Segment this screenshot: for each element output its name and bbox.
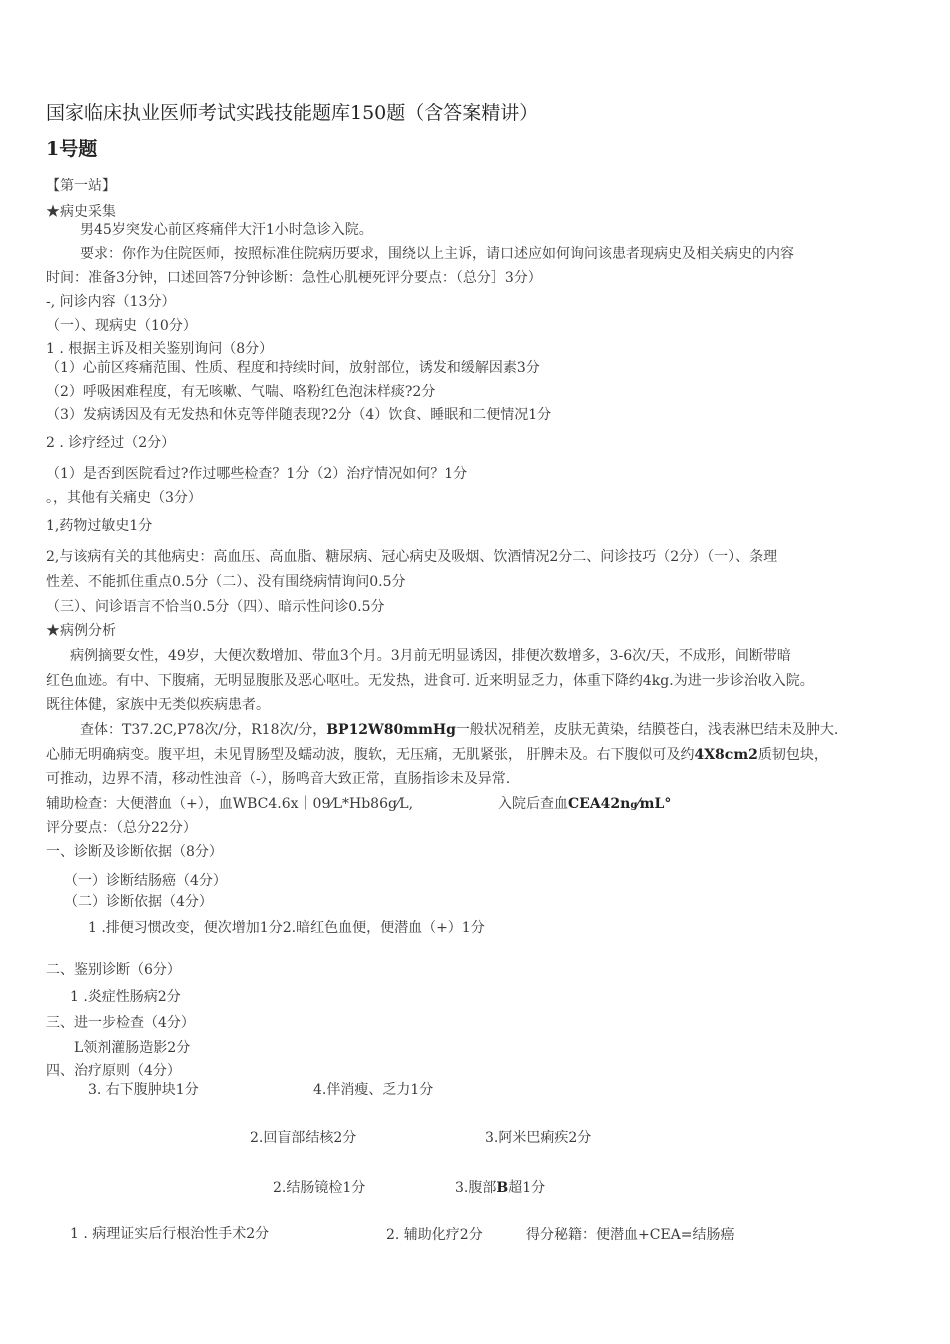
history-item-6-line2: 性差、不能抓住重点0.5分（二）、没有围绕病情询问0.5分 [46,574,406,590]
history-requirement-line1: 要求：你作为住院医师，按照标准住院病历要求，围绕以上主诉，请口述应如何询问该患者现病史及相关病史的内容 [80,246,794,262]
further-exam-3-c: 超1分 [508,1180,546,1196]
history-item-3: （3）发病诱因及有无发热和休克等伴随表现?2分（4）饮食、睡眠和二便情况1分 [46,407,552,423]
further-exam-3-a: 3.腹部 [455,1180,497,1196]
score-total: 评分要点：（总分22分） [46,820,197,836]
auxiliary-exam-cea [498,795,671,815]
differential-heading: 二、鉴别诊断（6分） [46,962,181,978]
diagnosis-basis-item-4: 4.伴消瘦、乏力1分 [313,1082,434,1098]
treatment-1: 1 . 病理证实后行根治性手术2分 [70,1226,270,1242]
document-title: 国家临床执业医师考试实践技能题库150题（含答案精讲） [46,102,539,124]
history-item-5: 1,药物过敏史1分 [46,518,153,534]
diagnosis-heading: 一、诊断及诊断依据（8分） [46,844,223,860]
case-summary-line1: 病例摘要女性，49岁，大便次数增加、带血3个月。3月前无明显诱因，排便次数增多，3-6次/天，不成形，间断带暗 [70,648,791,664]
blood-pressure: BP12W80mmHg [326,722,456,738]
history-item-1: （1）心前区疼痛范围、性质、程度和持续时间，放射部位，诱发和缓解因素3分 [46,360,540,376]
further-exam-heading: 三、进一步检查（4分） [46,1015,195,1031]
cea-unit: ⁄mL° [637,796,672,812]
history-item-4: （1）是否到医院看过?作过哪些检查？1分（2）治疗情况如何？1分 [46,466,468,482]
further-exam-3 [455,1179,545,1197]
history-item-7: （三）、问诊语言不恰当0.5分（四）、暗示性问诊0.5分 [46,599,385,615]
question-number: 1号题 [46,138,98,160]
differential-3: 3.阿米巴痢疾2分 [485,1130,592,1146]
case-summary-line3: 既往体健，家族中无类似疾病患者。 [46,697,270,713]
history-section-1a2: 2 . 诊疗经过（2分） [46,435,176,451]
mass-size: 4X8cm2 [694,747,758,763]
physical-exam-line2 [46,746,828,764]
history-section-1a: （一）、现病史（10分） [46,318,197,334]
case-summary-line2: 红色血迹。有中、下腹痛，无明显腹胀及恶心呕吐。无发热，进食可. 近来明显乏力，体重下降约4kg.为进一步诊治收入院。 [46,673,814,689]
history-requirement-line2: 时间：准备3分钟，口述回答7分钟诊断：急性心肌梗死评分要点：（总分］3分） [46,270,542,286]
physical-exam-abdomen: 心肺无明确病变。腹平坦，未见胃肠型及蠕动波，腹软，无压痛，无肌紧张， 肝脾未及。右下腹似可及约 [46,747,695,763]
cea-value: CEA42n [568,796,631,812]
case-analysis-heading: ★病例分析 [46,623,116,639]
scoring-tip: 得分秘籍：便潜血+CEA=结肠癌 [526,1227,735,1243]
physical-exam-line1 [80,721,838,739]
further-exam-2: 2.结肠镜检1分 [273,1180,366,1196]
history-item-2: （2）呼吸困难程度，有无咳嗽、气喘、咯粉红色泡沫样痰?2分 [46,384,436,400]
auxiliary-exam-cea-label: 入院后查血 [498,796,568,812]
station-label: 【第一站】 [46,178,116,194]
diagnosis-2: （二）诊断依据（4分） [64,894,213,910]
history-section-1b: 。，其他有关痛史（3分） [46,490,202,506]
differential-1: 1 .炎症性肠病2分 [70,989,181,1005]
history-section-1a1: 1 . 根据主诉及相关鉴别询问（8分） [46,341,274,357]
history-heading: ★病史采集 [46,204,116,220]
history-case: 男45岁突发心前区疼痛伴大汗1小时急诊入院。 [80,222,373,238]
auxiliary-exam: 辅助检查：大便潜血（+），血WBC4.6x｜09⁄L*Hb86g⁄L, [46,796,414,812]
physical-exam-vitals: 查体：T37.2C,P78次/分，R18次/分， [80,722,327,738]
treatment-2: 2. 辅助化疗2分 [386,1227,483,1243]
diagnosis-1: （一）诊断结肠癌（4分） [64,873,227,889]
cea-sub: g [630,800,638,811]
differential-2: 2.回盲部结核2分 [250,1130,357,1146]
further-exam-3-b: B [496,1180,509,1196]
diagnosis-basis-item-3: 3. 右下腹肿块1分 [88,1082,199,1098]
physical-exam-mass: 质韧包块， [757,747,828,763]
diagnosis-basis-items: 1 .排便习惯改变，便次增加1分2.暗红色血便，便潜血（+）1分 [88,920,485,936]
physical-exam-general: 一般状况稍差，皮肤无黄染，结膜苍白，浅表淋巴结未及肿大. [455,722,839,738]
physical-exam-line3: 可推动，边界不清，移动性浊音（-），肠鸣音大致正常，直肠指诊未及异常. [46,771,511,787]
history-section-1: -, 问诊内容（13分） [46,294,176,310]
further-exam-1: L领剂灌肠造影2分 [74,1040,191,1056]
history-item-6-line1: 2,与该病有关的其他病史：高血压、高血脂、糖尿病、冠心病史及吸烟、饮酒情况2分二、问诊技巧（2分）（一）、条理 [46,549,778,565]
treatment-heading: 四、治疗原则（4分） [46,1063,181,1079]
